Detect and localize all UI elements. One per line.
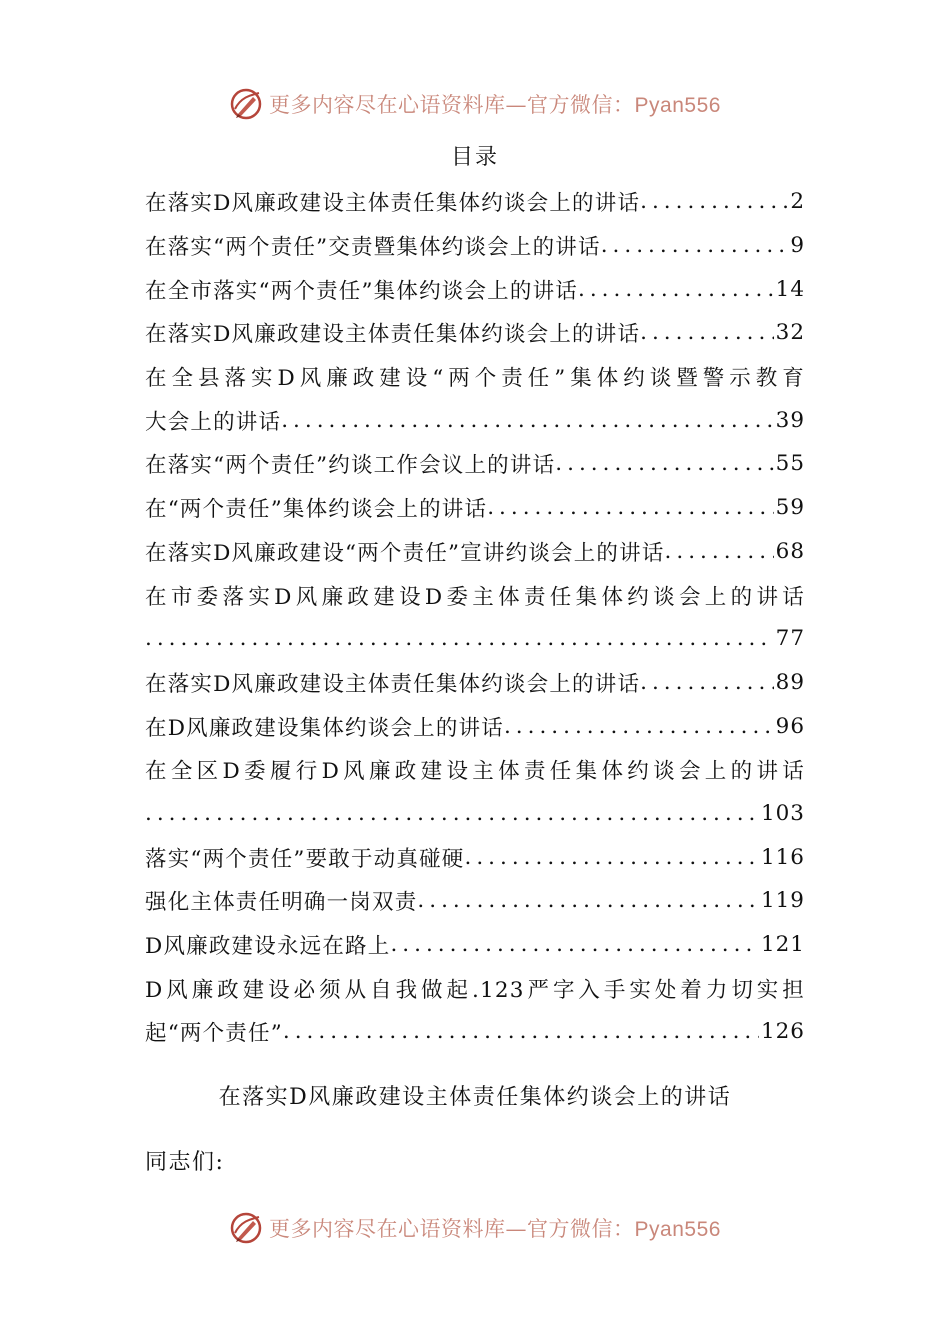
toc-entry-title: 在落实D风廉政建设主体责任集体约谈会上的讲话 (145, 322, 641, 348)
toc-leader-dots (601, 233, 789, 258)
pen-logo-icon (229, 1211, 263, 1245)
watermark-text: 更多内容尽在心语资料库—官方微信：Pyan556 (269, 93, 721, 117)
toc-title: 目录 (450, 145, 499, 170)
toc-entry-title: 在落实“两个责任”交责暨集体约谈会上的讲话 (145, 235, 601, 261)
toc-entry[interactable] (145, 398, 805, 442)
toc-leader-dots (283, 1019, 759, 1044)
salutation: 同志们: (145, 1150, 225, 1175)
toc-entry[interactable] (145, 661, 805, 705)
toc-entry[interactable] (145, 879, 805, 923)
toc-leader-dots (390, 932, 759, 957)
toc-entry[interactable] (145, 311, 805, 355)
toc-entry[interactable] (145, 617, 805, 661)
watermark-text: 更多内容尽在心语资料库—官方微信：Pyan556 (269, 1217, 721, 1241)
toc-leader-dots (487, 495, 773, 520)
toc-page-number: 55 (775, 451, 805, 477)
toc-entry[interactable] (145, 224, 805, 268)
toc-entry-title: 在落实D风廉政建设主体责任集体约谈会上的讲话 (145, 191, 641, 217)
toc-page-number: 2 (790, 189, 805, 215)
toc-entry-title: 在D风廉政建设集体约谈会上的讲话 (145, 715, 504, 741)
toc-entry[interactable] (145, 180, 805, 224)
toc-entry-title: 起“两个责任” (145, 1021, 283, 1047)
toc-entry-title: 在落实D风廉政建设“两个责任”宣讲约谈会上的讲话 (145, 540, 665, 566)
toc-page-number: 116 (760, 844, 805, 870)
toc-page-number: 68 (775, 538, 805, 564)
toc-entry[interactable] (145, 355, 805, 399)
toc-entry[interactable] (145, 966, 805, 1010)
toc-page-number: 77 (775, 626, 805, 652)
toc-leader-dots (145, 626, 774, 651)
toc-entry[interactable] (145, 704, 805, 748)
toc-page-number: 96 (775, 713, 805, 739)
toc-entry-title: D风廉政建设必须从自我做起.123严字入手实处着力切实担 (145, 977, 805, 1003)
toc-page-number: 14 (775, 276, 805, 302)
toc-leader-dots (640, 320, 774, 345)
watermark-footer (0, 1208, 950, 1248)
toc-page-number: 39 (775, 407, 805, 433)
toc-page-number: 9 (790, 233, 805, 259)
toc-page-number: 89 (775, 669, 805, 695)
toc-entry[interactable] (145, 748, 805, 792)
toc-page-number: 126 (760, 1019, 805, 1045)
toc-entry-title: 强化主体责任明确一岗双责 (145, 890, 418, 916)
speech-title: 在落实D风廉政建设主体责任集体约谈会上的讲话 (218, 1085, 732, 1110)
toc-leader-dots (464, 845, 758, 870)
toc-entry-title: 落实“两个责任”要敢于动真碰硬 (145, 846, 465, 872)
toc-leader-dots (281, 408, 773, 433)
toc-entry-title: 在落实D风廉政建设主体责任集体约谈会上的讲话 (145, 671, 641, 697)
toc-entry-title: D风廉政建设永远在路上 (145, 934, 391, 960)
toc-page-number: 59 (775, 495, 805, 521)
watermark-header (0, 84, 950, 124)
toc-entry[interactable] (145, 1010, 805, 1054)
toc-entry[interactable] (145, 573, 805, 617)
toc-entry[interactable] (145, 792, 805, 836)
toc-entry[interactable] (145, 923, 805, 967)
toc-entry[interactable] (145, 442, 805, 486)
toc-entry[interactable] (145, 267, 805, 311)
table-of-contents (145, 180, 805, 1054)
toc-leader-dots (417, 888, 759, 913)
toc-leader-dots (578, 277, 774, 302)
toc-leader-dots (145, 801, 759, 826)
pen-logo-icon (229, 87, 263, 121)
toc-page-number: 121 (760, 932, 805, 958)
toc-leader-dots (504, 714, 774, 739)
toc-entry-title: 在全区D委履行D风廉政建设主体责任集体约谈会上的讲话 (145, 759, 805, 785)
toc-entry-title: 大会上的讲话 (145, 409, 282, 435)
toc-entry-title: 在落实“两个责任”约谈工作会议上的讲话 (145, 453, 556, 479)
toc-entry-title: 在市委落实D风廉政建设D委主体责任集体约谈会上的讲话 (145, 584, 805, 610)
toc-entry-title: 在全县落实D风廉政建设“两个责任”集体约谈暨警示教育 (145, 366, 805, 392)
toc-entry-title: 在全市落实“两个责任”集体约谈会上的讲话 (145, 278, 578, 304)
toc-page-number: 119 (760, 888, 805, 914)
toc-entry[interactable] (145, 835, 805, 879)
toc-entry-title: 在“两个责任”集体约谈会上的讲话 (145, 497, 488, 523)
toc-page-number: 103 (760, 800, 805, 826)
toc-leader-dots (640, 670, 774, 695)
toc-leader-dots (555, 451, 773, 476)
toc-entry[interactable] (145, 486, 805, 530)
toc-entry[interactable] (145, 530, 805, 574)
toc-leader-dots (640, 189, 788, 214)
toc-page-number: 32 (775, 320, 805, 346)
toc-leader-dots (665, 539, 774, 564)
